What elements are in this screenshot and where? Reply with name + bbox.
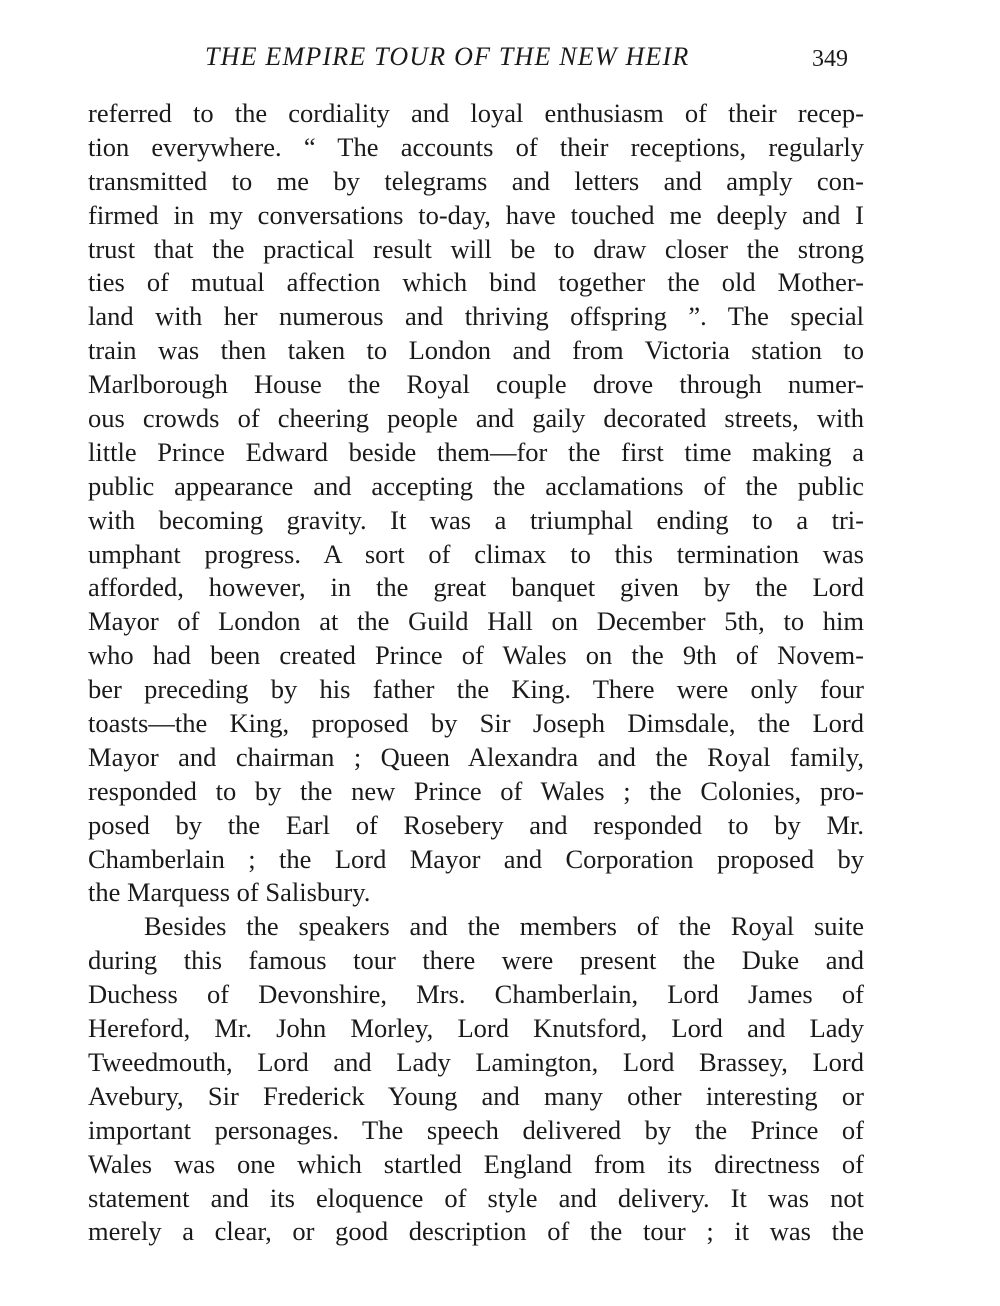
text-line: during this famous tour there were present the Duke and xyxy=(88,945,864,976)
text-line: who had been created Prince of Wales on the 9th of Novem- xyxy=(88,640,864,671)
body-text xyxy=(88,97,864,1249)
text-line: important personages. The speech delivered by the Prince of xyxy=(88,1114,864,1145)
text-line: responded to by the new Prince of Wales ; the Colonies, pro- xyxy=(88,775,864,806)
text-line: firmed in my conversations to-day, have touched me deeply and I xyxy=(88,199,864,230)
text-line: ties of mutual affection which bind together the old Mother- xyxy=(88,267,864,298)
running-head xyxy=(0,38,1000,78)
text-line: Hereford, Mr. John Morley, Lord Knutsford, Lord and Lady xyxy=(88,1013,864,1044)
text-line: referred to the cordiality and loyal enthusiasm of their recep- xyxy=(88,98,864,128)
text-line: ber preceding by his father the King. There were only four xyxy=(88,674,864,705)
paragraph-start-line: Besides the speakers and the members of the Royal suite xyxy=(144,911,864,942)
text-line: ous crowds of cheering people and gaily decorated streets, with xyxy=(88,403,864,434)
text-line: umphant progress. A sort of climax to this termination was xyxy=(88,538,864,569)
text-line: merely a clear, or good description of the tour ; it was the xyxy=(88,1216,864,1247)
text-line: Tweedmouth, Lord and Lady Lamington, Lord Brassey, Lord xyxy=(88,1046,864,1077)
paragraph-end-line: the Marquess of Salisbury. xyxy=(88,877,371,908)
text-line: Chamberlain ; the Lord Mayor and Corporation proposed by xyxy=(88,843,864,874)
text-line: train was then taken to London and from Victoria station to xyxy=(88,335,864,366)
text-line: tion everywhere. “ The accounts of their receptions, regularly xyxy=(88,131,864,162)
text-line: trust that the practical result will be to draw closer the strong xyxy=(88,233,864,264)
text-line: with becoming gravity. It was a triumphal ending to a tri- xyxy=(88,504,864,535)
text-line: Duchess of Devonshire, Mrs. Chamberlain, Lord James of xyxy=(88,979,864,1010)
running-title: THE EMPIRE TOUR OF THE NEW HEIR xyxy=(205,42,690,71)
text-line: Mayor of London at the Guild Hall on December 5th, to him xyxy=(88,606,864,637)
page-number: 349 xyxy=(812,46,848,72)
text-line: afforded, however, in the great banquet given by the Lord xyxy=(88,572,864,603)
text-line: Mayor and chairman ; Queen Alexandra and the Royal family, xyxy=(88,741,864,772)
text-line: Marlborough House the Royal couple drove through numer- xyxy=(88,369,864,400)
text-line: posed by the Earl of Rosebery and responded to by Mr. xyxy=(88,809,864,840)
text-line: little Prince Edward beside them—for the first time making a xyxy=(88,436,864,467)
text-line: land with her numerous and thriving offspring ”. The special xyxy=(88,301,864,332)
text-line: public appearance and accepting the acclamations of the public xyxy=(88,470,864,501)
text-line: toasts—the King, proposed by Sir Joseph Dimsdale, the Lord xyxy=(88,708,864,739)
text-line: statement and its eloquence of style and delivery. It was not xyxy=(88,1182,864,1213)
text-line: transmitted to me by telegrams and letters and amply con- xyxy=(88,165,864,196)
text-line: Avebury, Sir Frederick Young and many other interesting or xyxy=(88,1080,864,1111)
text-line: Wales was one which startled England from its directness of xyxy=(88,1148,864,1179)
